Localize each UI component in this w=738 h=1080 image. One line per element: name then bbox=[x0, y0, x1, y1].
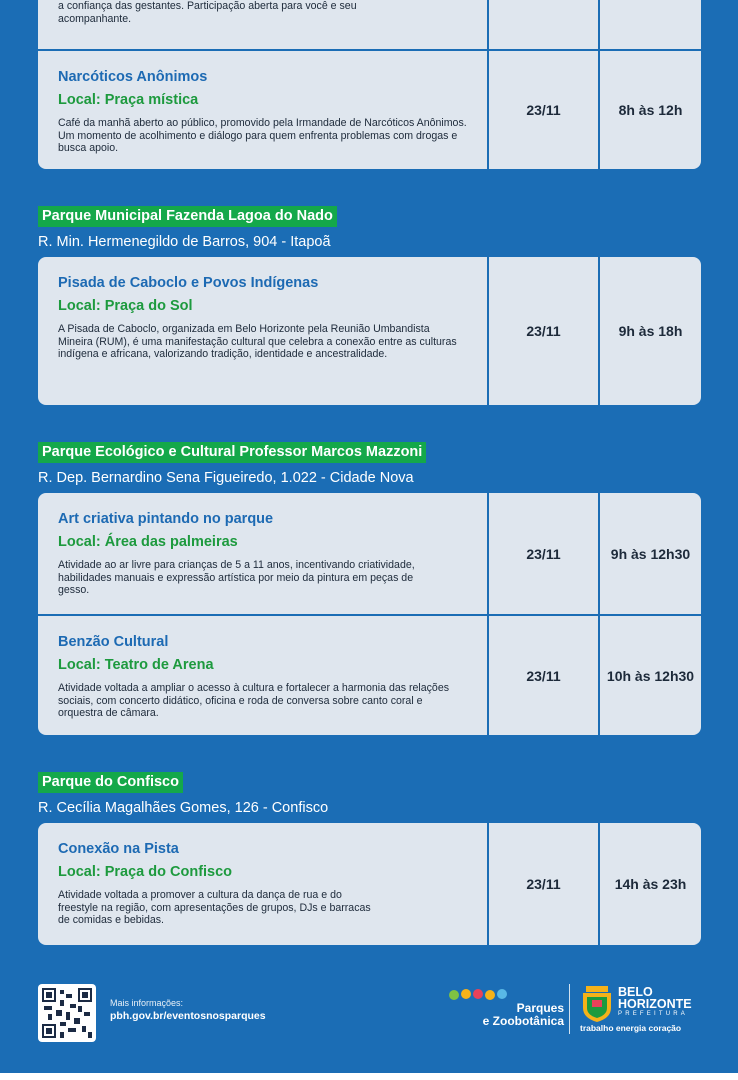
park-name: Parque do Confisco bbox=[38, 772, 183, 793]
park-address: R. Cecília Magalhães Gomes, 126 - Confisco bbox=[38, 800, 329, 816]
event-time: 9h às 12h30 bbox=[598, 493, 701, 614]
event-date bbox=[487, 0, 598, 49]
parques-line1: Parques bbox=[516, 1001, 564, 1015]
event-card-top bbox=[38, 0, 701, 169]
event-location: Local: Praça mística bbox=[58, 92, 199, 108]
event-description bbox=[38, 257, 487, 405]
event-text: a confiança das gestantes. Participação aberta para você e seu acompanhante. bbox=[58, 0, 357, 25]
parques-line2: e Zoobotânica bbox=[482, 1014, 564, 1028]
event-description bbox=[38, 51, 487, 169]
event-card bbox=[38, 257, 701, 405]
event-text: Atividade ao ar livre para crianças de 5 a 11 anos, incentivando criatividade, habilidades manuais e expressão artística por meio da pintura em peças de gesso. bbox=[58, 559, 415, 597]
event-location: Local: Teatro de Arena bbox=[58, 657, 214, 673]
event-card bbox=[38, 493, 701, 735]
bh-motto: trabalho energia coração bbox=[580, 1023, 682, 1033]
event-time: 10h às 12h30 bbox=[598, 616, 701, 735]
event-location: Local: Praça do Confisco bbox=[58, 864, 233, 880]
event-title: Conexão na Pista bbox=[58, 841, 179, 857]
prefeitura-bh-logo bbox=[578, 986, 692, 1033]
event-description bbox=[38, 493, 487, 614]
event-time: 14h às 23h bbox=[598, 823, 701, 945]
event-date: 23/11 bbox=[487, 823, 598, 945]
park-address: R. Dep. Bernardino Sena Figueiredo, 1.022 - Cidade Nova bbox=[38, 470, 414, 486]
event-time bbox=[598, 0, 701, 49]
event-description bbox=[38, 823, 487, 945]
event-location: Local: Área das palmeiras bbox=[58, 534, 238, 550]
flowers-icon bbox=[448, 988, 510, 1006]
event-date: 23/11 bbox=[487, 616, 598, 735]
event-description bbox=[38, 0, 487, 49]
event-row bbox=[38, 614, 701, 735]
event-date: 23/11 bbox=[487, 51, 598, 169]
event-row bbox=[38, 823, 701, 945]
park-address: R. Min. Hermenegildo de Barros, 904 - Itapoã bbox=[38, 234, 331, 250]
event-title: Pisada de Caboclo e Povos Indígenas bbox=[58, 275, 319, 291]
event-text: A Pisada de Caboclo, organizada em Belo Horizonte pela Reunião Umbandista Mineira (RUM), é uma manifestação cultural que celebra a conexão entre as culturas indígena e africana, valorizando tradição, identidade e ancestralidade. bbox=[58, 323, 457, 361]
event-row bbox=[38, 49, 701, 169]
park-name: Parque Ecológico e Cultural Professor Marcos Mazzoni bbox=[38, 442, 426, 463]
qr-code-icon[interactable] bbox=[38, 984, 96, 1042]
event-time: 9h às 18h bbox=[598, 257, 701, 405]
event-row bbox=[38, 493, 701, 614]
event-title: Narcóticos Anônimos bbox=[58, 69, 208, 85]
event-text: Atividade voltada a ampliar o acesso à cultura e fortalecer a harmonia das relações sociais, com concerto didático, oficina e roda de conversa sobre canto coral e orquestra de câmara. bbox=[58, 682, 450, 720]
park-name: Parque Municipal Fazenda Lagoa do Nado bbox=[38, 206, 337, 227]
event-text: Atividade voltada a promover a cultura da dança de rua e do freestyle na região, com apresentações de grupos, DJs e barracas de comidas e bebidas. bbox=[58, 889, 371, 927]
event-card bbox=[38, 823, 701, 945]
more-info-label: Mais informações: bbox=[110, 998, 184, 1008]
more-info-link[interactable]: pbh.gov.br/eventosnosparques bbox=[110, 1010, 266, 1022]
bh-line3: PREFEITURA bbox=[618, 1011, 689, 1017]
event-title: Art criativa pintando no parque bbox=[58, 511, 274, 527]
event-date: 23/11 bbox=[487, 257, 598, 405]
bottom-strip bbox=[0, 1073, 738, 1080]
more-info bbox=[110, 998, 266, 1022]
event-text: Café da manhã aberto ao público, promovido pela Irmandade de Narcóticos Anônimos. Um momento de acolhimento e diálogo para quem enfrenta problemas com drogas e busca apoio. bbox=[58, 117, 467, 155]
event-title: Benzão Cultural bbox=[58, 634, 169, 650]
event-row bbox=[38, 257, 701, 405]
event-row bbox=[38, 0, 701, 49]
event-description bbox=[38, 616, 487, 735]
bh-line1: BELO bbox=[618, 985, 653, 999]
footer-divider bbox=[569, 984, 570, 1034]
event-location: Local: Praça do Sol bbox=[58, 298, 193, 314]
event-time: 8h às 12h bbox=[598, 51, 701, 169]
event-date: 23/11 bbox=[487, 493, 598, 614]
bh-line2: HORIZONTE bbox=[618, 997, 692, 1011]
coat-of-arms-icon bbox=[580, 986, 614, 1022]
parques-zoobotanica-logo bbox=[448, 990, 564, 1028]
